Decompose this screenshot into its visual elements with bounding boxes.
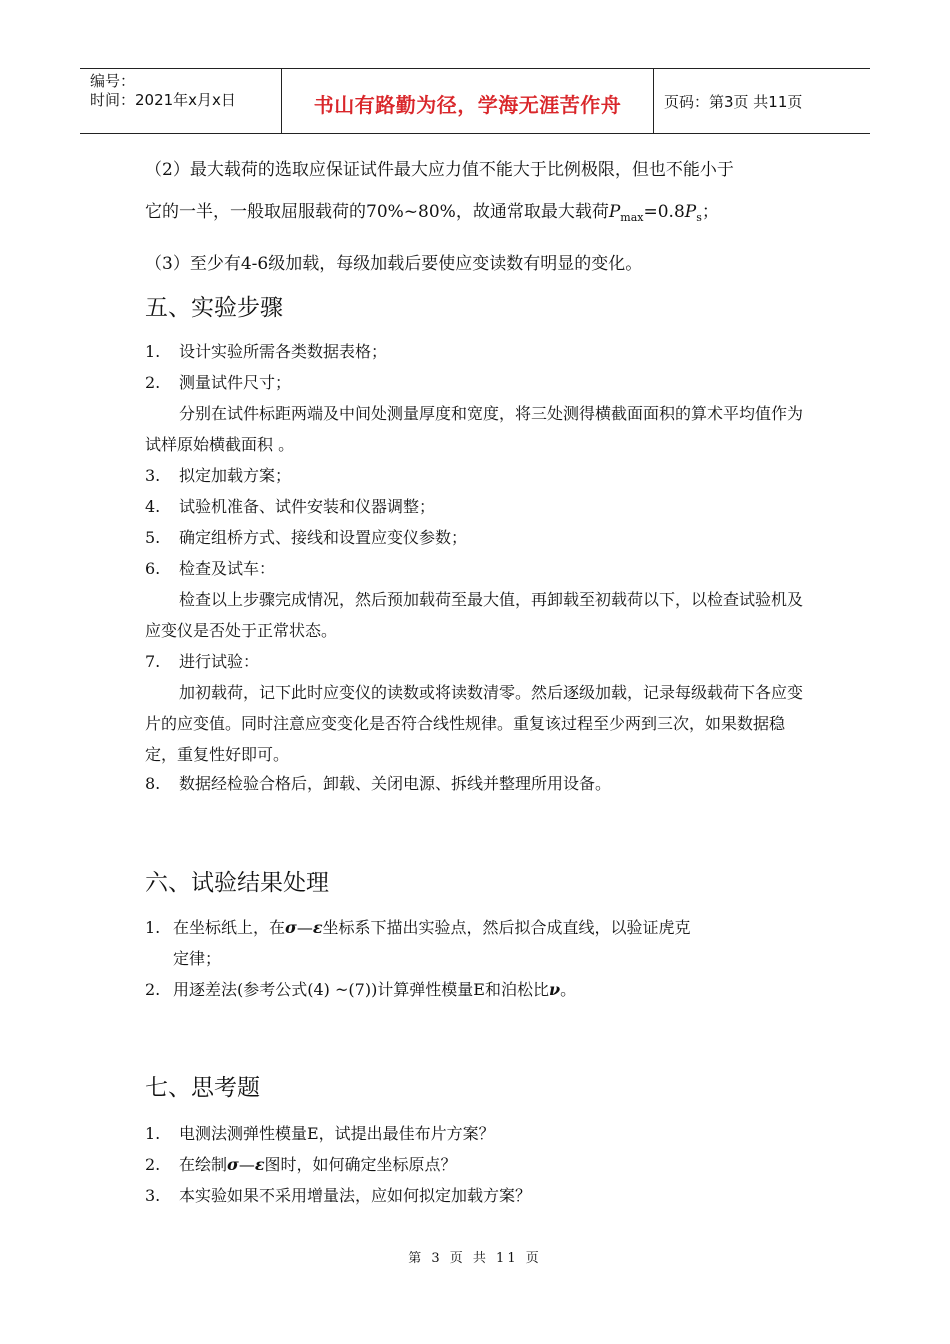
poisson-symbol: ν	[549, 980, 561, 999]
intro-p3: （3）至少有4-6级加载，每级加载后要使应变读数有明显的变化。	[145, 254, 643, 274]
section6-title: 六、试验结果处理	[145, 870, 329, 896]
step-num: 5.	[145, 528, 161, 547]
intro-p2-line2	[145, 200, 815, 230]
result-text-cont: 坐标系下描出实验点，然后拟合成直线，以验证虎克	[322, 918, 691, 937]
intro-p2-line2-end: ；	[701, 202, 719, 222]
formula-pmax	[609, 202, 702, 222]
result-text: 在坐标纸上，在	[173, 918, 286, 937]
step-text: 检查及试车：	[179, 559, 276, 578]
step-7	[145, 650, 825, 674]
question-text: 电测法测弹性模量E，试提出最佳布片方案？	[179, 1124, 495, 1143]
step-6	[145, 557, 825, 581]
question-1	[145, 1122, 825, 1146]
result-text: 用逐差法(参考公式(4) ~(7))计算弹性模量E和泊松比	[173, 980, 549, 999]
step-num: 1.	[145, 342, 161, 361]
page-footer: 第 3 页 共 11 页	[408, 1251, 542, 1266]
step-text: 设计实验所需各类数据表格；	[179, 342, 388, 361]
epsilon-symbol: ε	[254, 1155, 265, 1174]
step-2	[145, 371, 825, 395]
section7-title: 七、思考题	[145, 1075, 260, 1101]
question-text-cont: 图时，如何确定坐标原点？	[264, 1155, 457, 1174]
step-text: 试验机准备、试件安装和仪器调整；	[179, 497, 436, 516]
header-number: 编号：	[90, 72, 136, 90]
step-3	[145, 464, 825, 488]
header-page: 页码：第3页 共11页	[664, 92, 803, 111]
step-text: 确定组桥方式、接线和设置应变仪参数；	[179, 528, 468, 547]
formula-p: P	[608, 202, 621, 222]
step-num: 2.	[145, 373, 161, 392]
question-text: 在绘制	[179, 1155, 228, 1174]
sigma-symbol: σ	[227, 1155, 239, 1174]
step-7-detail: 加初载荷，记下此时应变仪的读数或将读数清零。然后逐级加载，记录每级载荷下各应变片的应变值。同时注意应变变化是否符合线性规律。重复该过程至少两到三次，如果数据稳定，重复性好即可。	[145, 683, 804, 764]
intro-p2-line1: （2）最大载荷的选取应保证试件最大应力值不能大于比例极限，但也不能小于	[145, 160, 734, 180]
formula-s-sub: s	[696, 211, 702, 224]
step-num: 3.	[145, 466, 161, 485]
result-num: 2.	[145, 980, 161, 999]
step-num: 7.	[145, 652, 161, 671]
formula-ps: P	[684, 202, 697, 222]
step-text: 进行试验：	[179, 652, 260, 671]
step-text: 数据经检验合格后，卸载、关闭电源、拆线并整理所用设备。	[179, 774, 612, 793]
question-3	[145, 1184, 825, 1208]
step-num: 6.	[145, 559, 161, 578]
step-num: 8.	[145, 774, 161, 793]
result-end: 。	[560, 980, 577, 999]
dash-symbol: —	[296, 918, 313, 937]
header-date: 时间：2021年x月x日	[90, 91, 236, 109]
step-1	[145, 340, 825, 364]
section5-title: 五、实验步骤	[145, 295, 283, 321]
page-header	[80, 68, 870, 134]
header-meta	[80, 69, 282, 133]
formula-eq: =0.8	[643, 202, 685, 222]
epsilon-symbol: ε	[312, 918, 323, 937]
header-motto: 书山有路勤为径，学海无涯苦作舟	[282, 69, 654, 133]
intro-p2-line2-text: 它的一半，一般取屈服载荷的70%~80%，故通常取最大载荷	[145, 202, 609, 222]
step-text: 测量试件尺寸；	[179, 373, 292, 392]
question-2	[145, 1153, 825, 1177]
step-6-detail: 检查以上步骤完成情况，然后预加载荷至最大值，再卸载至初载荷以下，以检查试验机及应变仪是否处于正常状态。	[145, 590, 804, 640]
result-item-1-line2: 定律；	[173, 949, 222, 968]
step-8	[145, 772, 825, 796]
step-4	[145, 495, 825, 519]
formula-max-sub: max	[620, 211, 644, 224]
question-num: 2.	[145, 1155, 161, 1174]
result-item-1	[145, 916, 825, 940]
sigma-symbol: σ	[285, 918, 297, 937]
result-item-2	[145, 978, 825, 1002]
step-text: 拟定加载方案；	[179, 466, 292, 485]
step-num: 4.	[145, 497, 161, 516]
step-5	[145, 526, 825, 550]
question-num: 1.	[145, 1124, 161, 1143]
question-text: 本实验如果不采用增量法，应如何拟定加载方案？	[179, 1186, 532, 1205]
step-2-detail: 分别在试件标距两端及中间处测量厚度和宽度，将三处测得横截面面积的算术平均值作为试样原始横截面积 。	[145, 404, 804, 454]
result-num: 1.	[145, 918, 161, 937]
question-num: 3.	[145, 1186, 161, 1205]
dash-symbol: —	[238, 1155, 255, 1174]
